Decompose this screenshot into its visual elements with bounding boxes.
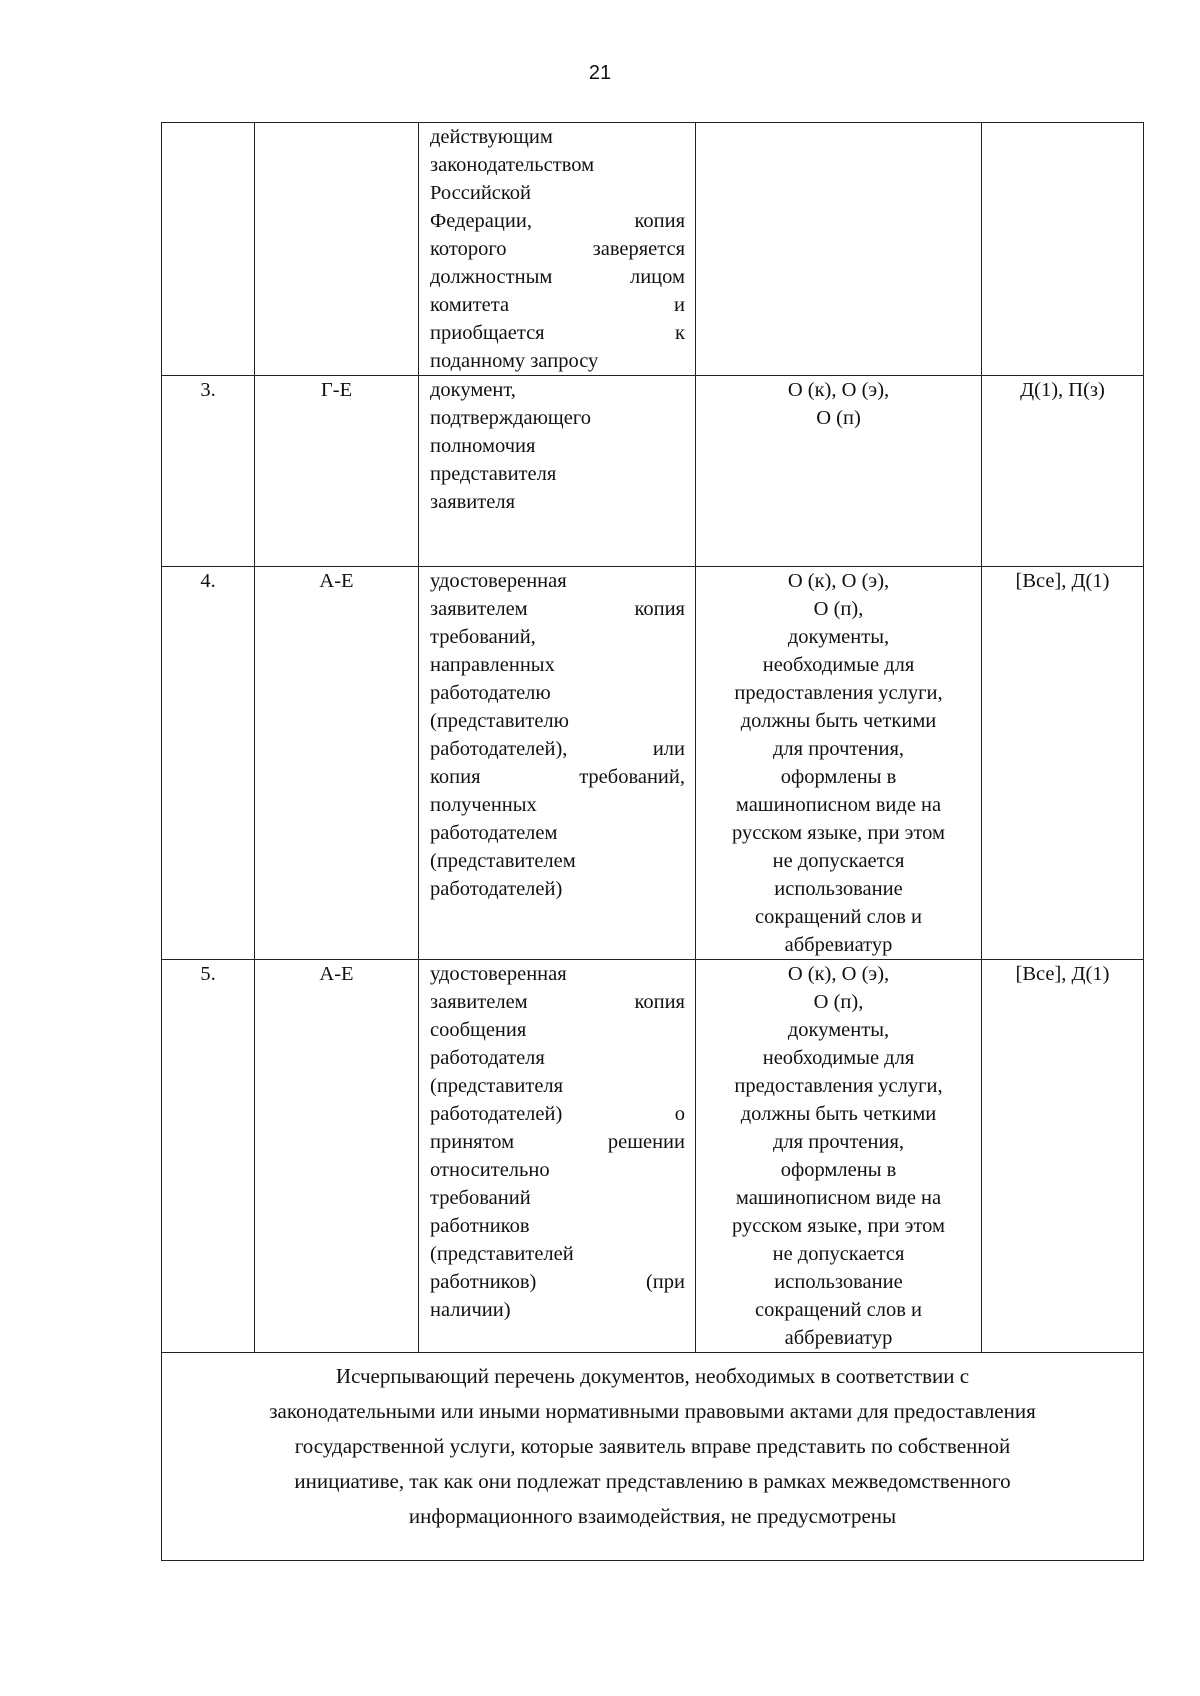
requirement-line: документы, xyxy=(787,1019,890,1041)
requirement-line: не допускается xyxy=(772,1243,905,1265)
document-requirements-cell xyxy=(696,960,982,1353)
document-description-line: заявителем копия xyxy=(430,991,685,1013)
document-description-line: требований xyxy=(430,1187,531,1209)
document-description-line: документ, xyxy=(430,379,516,401)
requirement-line: необходимые для xyxy=(762,1047,915,1069)
footer-note xyxy=(162,1353,1144,1561)
requirement-line: оформлены в xyxy=(780,1159,897,1181)
requirement-line: О (п) xyxy=(816,407,861,429)
document-description-line: сообщения xyxy=(430,1019,527,1041)
document-description-line: законодательством xyxy=(430,154,595,176)
footer-line: законодательными или иными нормативными правовыми актами для предоставления xyxy=(269,1399,1036,1423)
document-description-line: наличии) xyxy=(430,1299,511,1321)
document-description-line: (представителей xyxy=(430,1243,574,1265)
footer-row xyxy=(162,1353,1144,1561)
requirement-line: О (п), xyxy=(813,991,864,1013)
applicant-category-cell: А-Е xyxy=(255,567,419,960)
requirement-line: аббревиатур xyxy=(784,934,893,956)
footer-line: информационного взаимодействия, не предусмотрены xyxy=(408,1504,897,1528)
document-description-line: действующим xyxy=(430,126,553,148)
requirement-line: не допускается xyxy=(772,850,905,872)
table-row xyxy=(162,960,1144,1353)
documents-table xyxy=(161,122,1144,1561)
requirement-line: машинописном виде на xyxy=(735,1187,942,1209)
document-requirements-cell xyxy=(696,123,982,376)
table-row xyxy=(162,123,1144,376)
requirement-line: должны быть четкими xyxy=(740,1103,937,1125)
submission-forms-cell: [Все], Д(1) xyxy=(982,567,1144,960)
requirement-line: О (к), О (э), xyxy=(787,963,890,985)
document-description-line: представителя xyxy=(430,463,557,485)
document-description-line: (представителя xyxy=(430,1075,564,1097)
document-description-line: работодателем xyxy=(430,822,558,844)
requirement-line: необходимые для xyxy=(762,654,915,676)
table-row xyxy=(162,376,1144,567)
footer-line: Исчерпывающий перечень документов, необходимых в соответствии с xyxy=(335,1364,970,1388)
document-description-line: приобщается к xyxy=(430,322,685,344)
document-description-line: заявителем копия xyxy=(430,598,685,620)
requirement-line: сокращений слов и xyxy=(755,906,922,928)
document-description-line: удостоверенная xyxy=(430,963,567,985)
requirement-line: для прочтения, xyxy=(772,1131,905,1153)
requirement-line: О (к), О (э), xyxy=(787,379,890,401)
requirement-line: предоставления услуги, xyxy=(734,682,943,704)
requirement-line: оформлены в xyxy=(780,766,897,788)
requirement-line: использование xyxy=(774,1271,903,1293)
requirement-line: О (к), О (э), xyxy=(787,570,890,592)
document-description-line: заявителя xyxy=(430,491,515,513)
row-number-cell: 4. xyxy=(162,567,255,960)
requirement-line: машинописном виде на xyxy=(735,794,942,816)
row-number-cell: 5. xyxy=(162,960,255,1353)
document-description-line: (представителю xyxy=(430,710,569,732)
requirement-line: О (п), xyxy=(813,598,864,620)
table-row xyxy=(162,567,1144,960)
row-number-cell: 3. xyxy=(162,376,255,567)
document-description-cell xyxy=(419,567,696,960)
document-description-line: относительно xyxy=(430,1159,550,1181)
requirement-line: для прочтения, xyxy=(772,738,905,760)
document-description-line: Федерации, копия xyxy=(430,210,685,232)
document-description-cell xyxy=(419,960,696,1353)
document-description-line: подтверждающего xyxy=(430,407,591,429)
document-description-line: работников xyxy=(430,1215,530,1237)
document-requirements-cell xyxy=(696,376,982,567)
document-description-line: работодателей), или xyxy=(430,738,685,760)
footer-line: инициативе, так как они подлежат представлению в рамках межведомственного xyxy=(294,1469,1011,1493)
page-number: 21 xyxy=(588,62,612,84)
footer-line: государственной услуги, которые заявитель вправе представить по собственной xyxy=(294,1434,1011,1458)
document-description-line: копия требований, xyxy=(430,766,685,788)
document-description-line: требований, xyxy=(430,626,536,648)
document-description-line: (представителем xyxy=(430,850,576,872)
requirement-line: аббревиатур xyxy=(784,1327,893,1349)
document-description-line: которого заверяется xyxy=(430,238,685,260)
row-number-cell xyxy=(162,123,255,376)
requirement-line: должны быть четкими xyxy=(740,710,937,732)
submission-forms-cell xyxy=(982,123,1144,376)
document-description-line: Российской xyxy=(430,182,532,204)
applicant-category-cell: Г-Е xyxy=(255,376,419,567)
document-description-line: полномочия xyxy=(430,435,536,457)
document-description-line: направленных xyxy=(430,654,555,676)
applicant-category-cell: А-Е xyxy=(255,960,419,1353)
requirement-line: предоставления услуги, xyxy=(734,1075,943,1097)
document-description-line: удостоверенная xyxy=(430,570,567,592)
document-description-line: работников) (при xyxy=(430,1271,685,1293)
requirement-line: использование xyxy=(774,878,903,900)
submission-forms-cell: [Все], Д(1) xyxy=(982,960,1144,1353)
document-description-line: должностным лицом xyxy=(430,266,685,288)
requirement-line: русском языке, при этом xyxy=(731,822,946,844)
requirement-line: русском языке, при этом xyxy=(731,1215,946,1237)
document-description-cell xyxy=(419,123,696,376)
document-description-line: работодателю xyxy=(430,682,551,704)
requirement-line: документы, xyxy=(787,626,890,648)
document-description-line: принятом решении xyxy=(430,1131,685,1153)
document-description-line: полученных xyxy=(430,794,537,816)
requirement-line: сокращений слов и xyxy=(755,1299,922,1321)
document-description-line: работодателей) о xyxy=(430,1103,685,1125)
submission-forms-cell: Д(1), П(з) xyxy=(982,376,1144,567)
document-description-line: комитета и xyxy=(430,294,685,316)
document-requirements-cell xyxy=(696,567,982,960)
document-description-line: поданному запросу xyxy=(430,350,599,372)
document-description-line: работодателя xyxy=(430,1047,545,1069)
document-description-line: работодателей) xyxy=(430,878,563,900)
document-description-cell xyxy=(419,376,696,567)
applicant-category-cell xyxy=(255,123,419,376)
